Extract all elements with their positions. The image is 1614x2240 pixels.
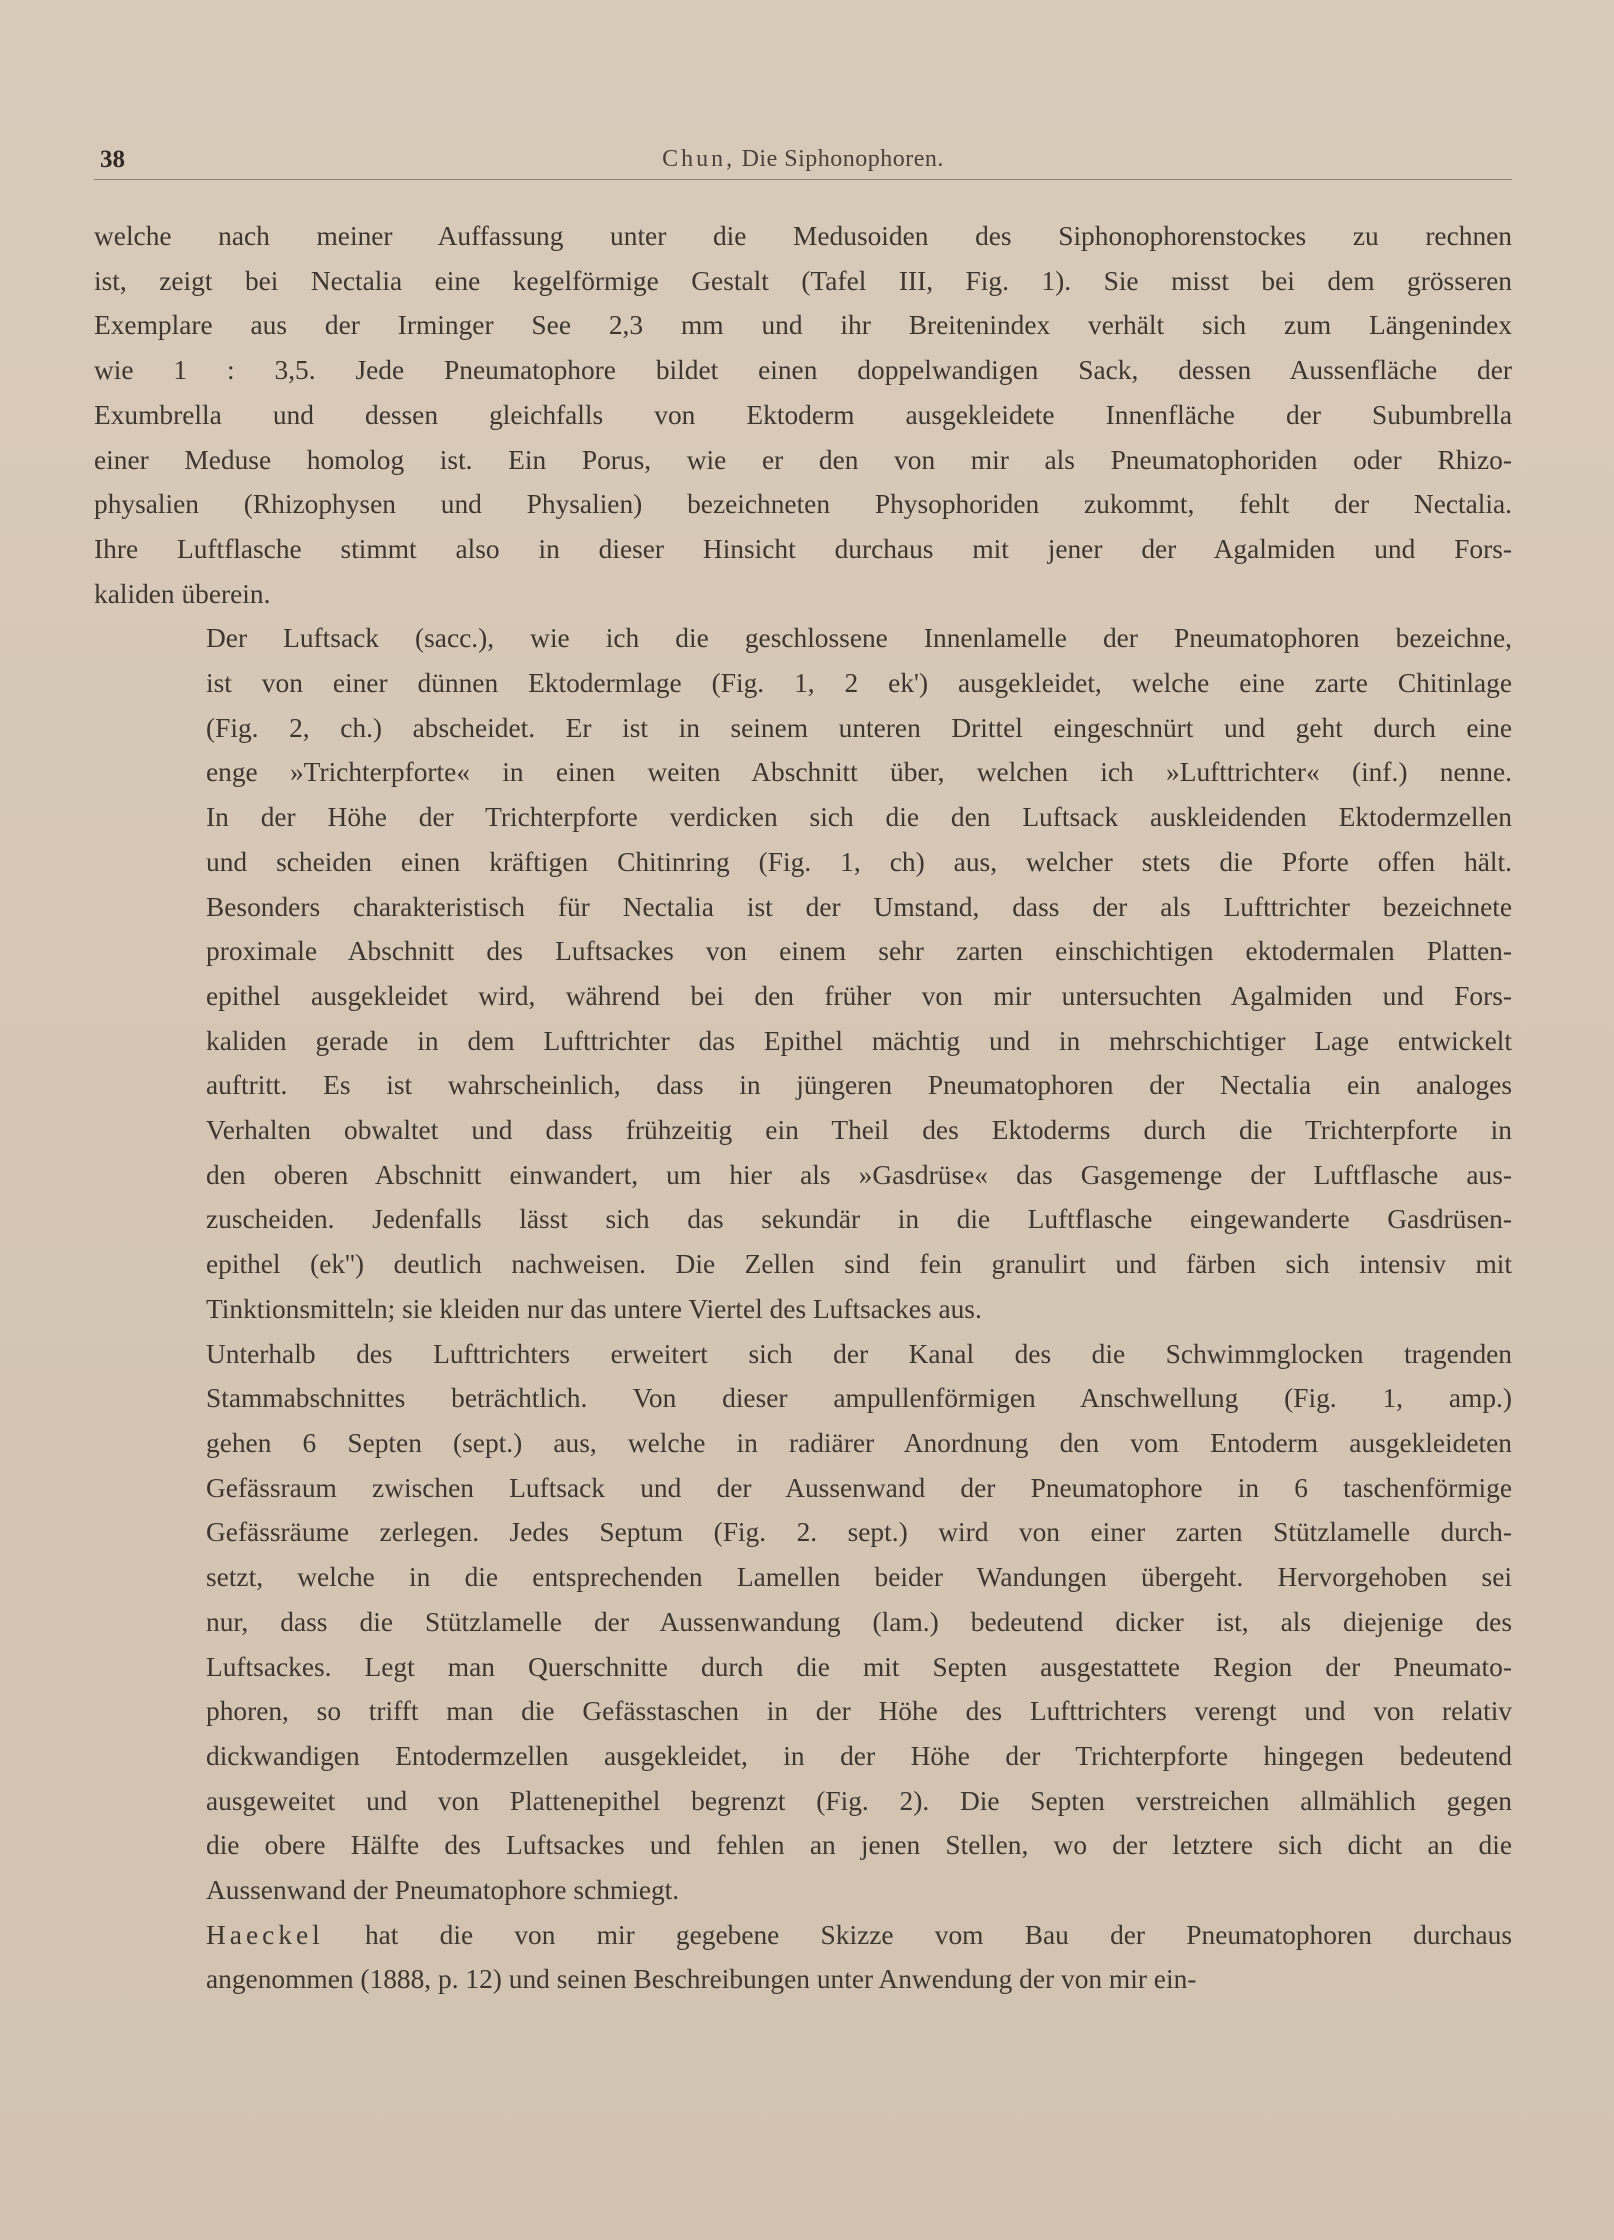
text-line: welche nach meiner Auffassung unter die Medusoiden des Siphonophorenstockes zu rechnen bbox=[94, 221, 1512, 251]
text-line: Besonders charakteristisch für Nectalia ist der Umstand, dass der als Lufttrichter bezeichnete bbox=[206, 891, 1512, 922]
body-text bbox=[94, 214, 1512, 2002]
header-rule bbox=[94, 179, 1512, 180]
text-line: (Fig. 2, ch.) abscheidet. Er ist in seinem unteren Drittel eingeschnürt und geht durch eine bbox=[206, 712, 1512, 743]
text-line: physalien (Rhizophysen und Physalien) bezeichneten Physophoriden zukommt, fehlt der Nectalia. bbox=[94, 489, 1512, 520]
text-line: In der Höhe der Trichterpforte verdicken sich die den Luftsack auskleidenden Ektodermzellen bbox=[206, 802, 1512, 833]
page-header bbox=[94, 142, 1512, 182]
text-line: Unterhalb des Lufttrichters erweitert sich der Kanal des die Schwimmglocken tragenden bbox=[206, 1338, 1512, 1369]
text-line: epithel (ek'') deutlich nachweisen. Die Zellen sind fein granulirt und färben sich intensiv mit bbox=[206, 1249, 1512, 1280]
page-number: 38 bbox=[100, 146, 125, 173]
text-line: phoren, so trifft man die Gefässtaschen in der Höhe des Lufttrichters verengt und von relativ bbox=[206, 1696, 1512, 1727]
text-line: Stammabschnittes beträchtlich. Von dieser ampullenförmigen Anschwellung (Fig. 1, amp.) bbox=[206, 1383, 1512, 1414]
text-line: Der Luftsack (sacc.), wie ich die geschlossene Innenlamelle der Pneumatophoren bezeichne, bbox=[206, 623, 1512, 654]
text-line: auftritt. Es ist wahrscheinlich, dass in jüngeren Pneumatophoren der Nectalia ein analoges bbox=[206, 1070, 1512, 1101]
text-line: Exemplare aus der Irminger See 2,3 mm und ihr Breitenindex verhält sich zum Längenindex bbox=[94, 310, 1512, 341]
text-line: proximale Abschnitt des Luftsackes von einem sehr zarten einschichtigen ektodermalen Platten- bbox=[206, 936, 1512, 967]
text-line: ist, zeigt bei Nectalia eine kegelförmige Gestalt (Tafel III, Fig. 1). Sie misst bei dem grösseren bbox=[94, 265, 1512, 296]
text-line: die obere Hälfte des Luftsackes und fehlen an jenen Stellen, wo der letztere sich dicht an die bbox=[206, 1830, 1512, 1861]
running-head-title: Die Siphonophoren. bbox=[741, 146, 944, 172]
text-line: kaliden gerade in dem Lufttrichter das Epithel mächtig und in mehrschichtiger Lage entwickelt bbox=[206, 1025, 1512, 1056]
text-line: enge »Trichterpforte« in einen weiten Abschnitt über, welchen ich »Lufttrichter« (inf.) nenne. bbox=[206, 757, 1512, 788]
text-line: Gefässraum zwischen Luftsack und der Aussenwand der Pneumatophore in 6 taschenförmige bbox=[206, 1472, 1512, 1503]
running-head bbox=[94, 146, 1512, 173]
text-line: Verhalten obwaltet und dass frühzeitig ein Theil des Ektoderms durch die Trichterpforte in bbox=[206, 1115, 1512, 1146]
text-line: Gefässräume zerlegen. Jedes Septum (Fig. 2. sept.) wird von einer zarten Stützlamelle durch- bbox=[206, 1517, 1512, 1548]
paragraph-luftsack bbox=[94, 616, 1512, 1331]
text-line: Ihre Luftflasche stimmt also in dieser Hinsicht durchaus mit jener der Agalmiden und Fors- bbox=[94, 533, 1512, 564]
text-line: nur, dass die Stützlamelle der Aussenwandung (lam.) bedeutend dicker ist, als diejenige des bbox=[206, 1606, 1512, 1637]
text-line: ausgeweitet und von Plattenepithel begrenzt (Fig. 2). Die Septen verstreichen allmählich gegen bbox=[206, 1785, 1512, 1816]
text-line: gehen 6 Septen (sept.) aus, welche in radiärer Anordnung den vom Entoderm ausgekleideten bbox=[206, 1427, 1512, 1458]
text-line: einer Meduse homolog ist. Ein Porus, wie er den von mir als Pneumatophoriden oder Rhizo- bbox=[94, 444, 1512, 475]
text-line: ist von einer dünnen Ektodermlage (Fig. 1, 2 ek') ausgekleidet, welche eine zarte Chitinlage bbox=[206, 668, 1512, 699]
paragraph-septen bbox=[94, 1332, 1512, 1913]
text-line: und scheiden einen kräftigen Chitinring (Fig. 1, ch) aus, welcher stets die Pforte offen hält. bbox=[206, 846, 1512, 877]
text-line: epithel ausgekleidet wird, während bei den früher von mir untersuchten Agalmiden und Fors- bbox=[206, 980, 1512, 1011]
text-line: wie 1 : 3,5. Jede Pneumatophore bildet einen doppelwandigen Sack, dessen Aussenfläche der bbox=[94, 355, 1512, 386]
text-line: Aussenwand der Pneumatophore schmiegt. bbox=[206, 1875, 680, 1906]
text-line: kaliden überein. bbox=[94, 578, 271, 609]
text-line: zuscheiden. Jedenfalls lässt sich das sekundär in die Luftflasche eingewanderte Gasdrüsen- bbox=[206, 1204, 1512, 1235]
text-line: den oberen Abschnitt einwandert, um hier als »Gasdrüse« das Gasgemenge der Luftflasche aus- bbox=[206, 1159, 1512, 1190]
text-line: angenommen (1888, p. 12) und seinen Beschreibungen unter Anwendung der von mir ein- bbox=[206, 1964, 1197, 1995]
text-line: dickwandigen Entodermzellen ausgekleidet, in der Höhe der Trichterpforte hingegen bedeutend bbox=[206, 1740, 1512, 1771]
text-line: Haeckel hat die von mir gegebene Skizze vom Bau der Pneumatophoren durchaus bbox=[206, 1919, 1512, 1950]
paragraph-pneumatophore-shape bbox=[94, 214, 1512, 616]
text-line: Tinktionsmitteln; sie kleiden nur das untere Viertel des Luftsackes aus. bbox=[206, 1293, 982, 1324]
text-line: Exumbrella und dessen gleichfalls von Ektoderm ausgekleidete Innenfläche der Subumbrella bbox=[94, 399, 1512, 430]
text-line: setzt, welche in die entsprechenden Lamellen beider Wandungen übergeht. Hervorgehoben sei bbox=[206, 1562, 1512, 1593]
running-head-author: Chun, bbox=[662, 146, 736, 172]
text-line: Luftsackes. Legt man Querschnitte durch die mit Septen ausgestattete Region der Pneumato- bbox=[206, 1651, 1512, 1682]
paragraph-haeckel bbox=[94, 1913, 1512, 2002]
